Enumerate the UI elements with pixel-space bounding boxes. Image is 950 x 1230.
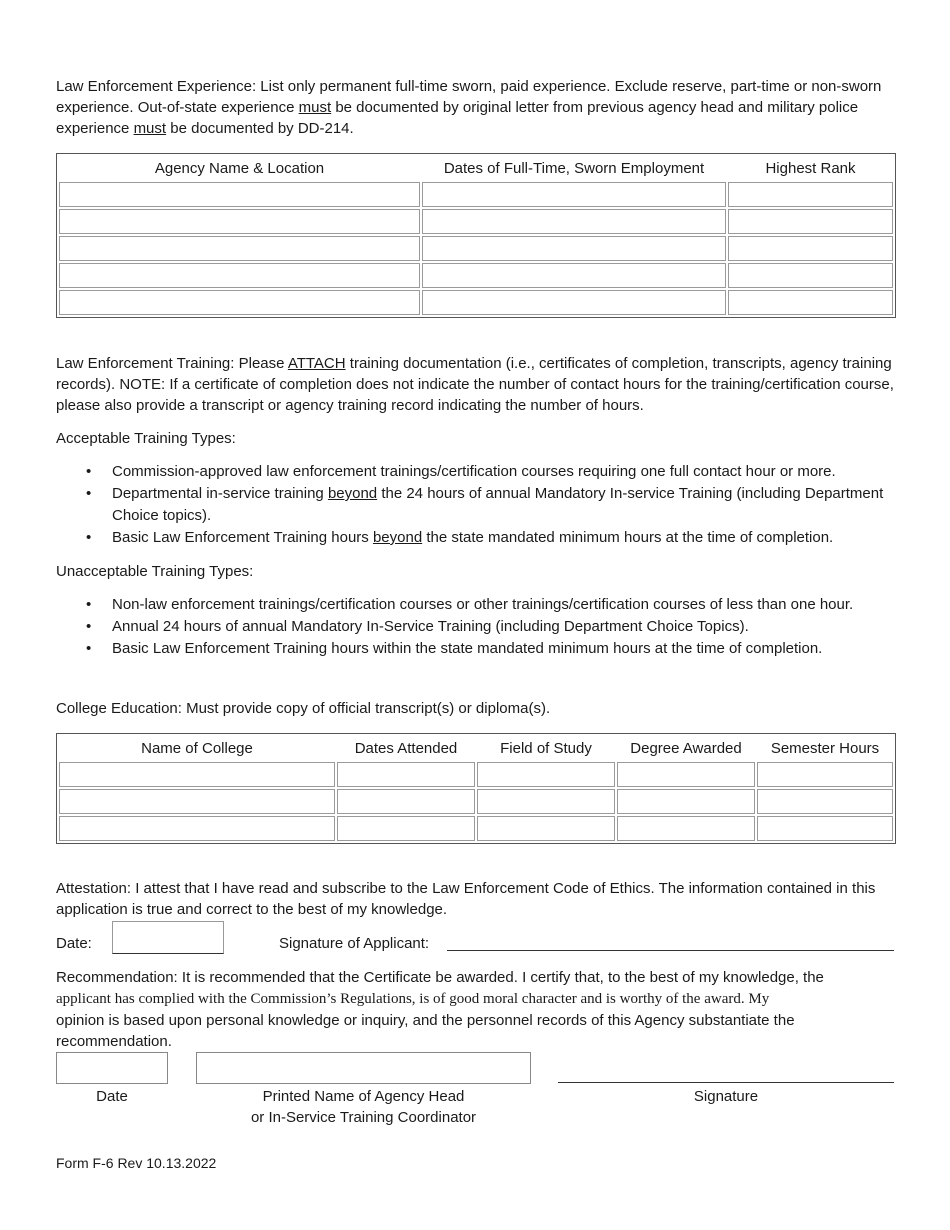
experience-label: Law Enforcement Experience: — [56, 78, 257, 95]
list-item: • Non-law enforcement trainings/certification courses or other trainings/certification courses of less than one hour. — [56, 594, 896, 616]
agency-input[interactable] — [59, 209, 420, 234]
training-instructions: Law Enforcement Training: Please ATTACH training documentation (i.e., certificates of completion, transcripts, agency training records). NOTE: If a certificate of completion does not indicate the number of contact hours for the training/certification course, please also provide a transcript or agency training record indicating the number of hours. — [56, 355, 894, 414]
recommendation-label: Recommendation: — [56, 969, 178, 986]
degree-input[interactable] — [617, 789, 755, 814]
field-of-study-input[interactable] — [477, 816, 615, 841]
agency-head-name-input[interactable] — [196, 1052, 531, 1084]
recommendation-text: Recommendation: It is recommended that the Certificate be awarded. I certify that, to the best of my knowledge, the applicant has complied with the Commission’s Regulations, is of good moral character and is worthy of the award. My opinion is based upon personal knowledge or inquiry, and the personnel records of this Agency substantiate the recommendation. — [56, 969, 824, 1050]
form-id: Form F-6 Rev 10.13.2022 — [56, 1155, 217, 1171]
unacceptable-list — [56, 594, 896, 660]
list-item: • Commission-approved law enforcement trainings/certification courses requiring one full contact hour or more. — [56, 461, 896, 483]
column-header: Degree Awarded — [630, 739, 742, 757]
column-header: Dates Attended — [354, 739, 458, 757]
agency-head-name-caption: Printed Name of Agency Head — [262, 1088, 465, 1105]
list-item: • Departmental in-service training beyond the 24 hours of annual Mandatory In-service Training (including Department Choice topics). — [56, 483, 896, 527]
agency-input[interactable] — [59, 290, 420, 315]
footer — [56, 1153, 896, 1174]
field-of-study-input[interactable] — [477, 789, 615, 814]
agency-input[interactable] — [59, 263, 420, 288]
recommendation-signature-caption: Signature — [693, 1088, 759, 1105]
dates-attended-input[interactable] — [337, 816, 475, 841]
college-instructions: College Education: Must provide copy of official transcript(s) or diploma(s). — [56, 700, 551, 717]
dates-attended-input[interactable] — [337, 789, 475, 814]
applicant-signature-line[interactable] — [447, 950, 894, 951]
college-section — [56, 698, 896, 719]
dates-input[interactable] — [422, 290, 726, 315]
degree-input[interactable] — [617, 816, 755, 841]
recommendation-date-input[interactable] — [56, 1052, 168, 1084]
experience-table — [56, 153, 896, 318]
college-table — [56, 733, 896, 844]
dates-input[interactable] — [422, 236, 726, 261]
rank-input[interactable] — [728, 209, 893, 234]
degree-input[interactable] — [617, 762, 755, 787]
column-header: Highest Rank — [765, 159, 856, 177]
table-row — [59, 236, 893, 261]
table-row — [59, 290, 893, 315]
rank-input[interactable] — [728, 263, 893, 288]
table-row — [59, 209, 893, 234]
agency-head-name-caption-2: or In-Service Training Coordinator — [250, 1109, 477, 1126]
semester-hours-input[interactable] — [757, 789, 893, 814]
table-row — [59, 762, 893, 787]
table-row — [59, 263, 893, 288]
agency-input[interactable] — [59, 182, 420, 207]
attestation-date-input[interactable] — [112, 921, 224, 954]
college-input[interactable] — [59, 816, 335, 841]
college-table-wrap — [56, 733, 896, 844]
dates-attended-input[interactable] — [337, 762, 475, 787]
applicant-signature-label: Signature of Applicant: — [279, 935, 430, 952]
experience-section — [56, 76, 896, 139]
rank-input[interactable] — [728, 182, 893, 207]
agency-input[interactable] — [59, 236, 420, 261]
recommendation-signature-line[interactable] — [558, 1082, 894, 1083]
column-header: Agency Name & Location — [154, 159, 325, 177]
semester-hours-input[interactable] — [757, 816, 893, 841]
acceptable-heading: Acceptable Training Types: — [56, 430, 236, 447]
dates-input[interactable] — [422, 263, 726, 288]
dates-input[interactable] — [422, 182, 726, 207]
college-input[interactable] — [59, 762, 335, 787]
column-header: Field of Study — [500, 739, 592, 757]
list-item: • Basic Law Enforcement Training hours beyond the state mandated minimum hours at the time of completion. — [56, 527, 896, 549]
recommendation-section — [56, 967, 896, 1052]
training-label: Law Enforcement Training: — [56, 355, 235, 372]
experience-instructions: Law Enforcement Experience: List only permanent full-time sworn, paid experience. Exclude reserve, part-time or non-sworn experience. Out-of-state experience must be documented by original letter from previous agency head and military police experience must be documented by DD-214. — [56, 78, 882, 137]
attestation-sign-row — [56, 920, 896, 954]
table-row — [59, 182, 893, 207]
acceptable-list — [56, 461, 896, 549]
table-row — [59, 816, 893, 841]
experience-table-wrap — [56, 153, 896, 318]
college-header-row — [59, 736, 893, 760]
column-header: Name of College — [141, 739, 253, 757]
dates-input[interactable] — [422, 209, 726, 234]
attestation-label: Attestation: — [56, 880, 132, 897]
recommendation-date-caption: Date — [96, 1088, 128, 1105]
training-section — [56, 353, 896, 660]
recommendation-sign-row — [56, 1052, 896, 1132]
field-of-study-input[interactable] — [477, 762, 615, 787]
attestation-text: Attestation: I attest that I have read and subscribe to the Law Enforcement Code of Ethics. The information contained in this application is true and correct to the best of my knowledge. — [56, 880, 876, 918]
list-item: • Basic Law Enforcement Training hours within the state mandated minimum hours at the time of completion. — [56, 638, 896, 660]
experience-header-row — [59, 156, 893, 180]
college-label: College Education: — [56, 700, 182, 717]
unacceptable-heading: Unacceptable Training Types: — [56, 563, 254, 580]
list-item: • Annual 24 hours of annual Mandatory In-Service Training (including Department Choice Topics). — [56, 616, 896, 638]
college-input[interactable] — [59, 789, 335, 814]
semester-hours-input[interactable] — [757, 762, 893, 787]
attestation-section — [56, 878, 896, 920]
table-row — [59, 789, 893, 814]
rank-input[interactable] — [728, 290, 893, 315]
attestation-date-label: Date: — [56, 935, 92, 952]
column-header: Dates of Full-Time, Sworn Employment — [443, 159, 705, 177]
rank-input[interactable] — [728, 236, 893, 261]
column-header: Semester Hours — [770, 739, 880, 757]
